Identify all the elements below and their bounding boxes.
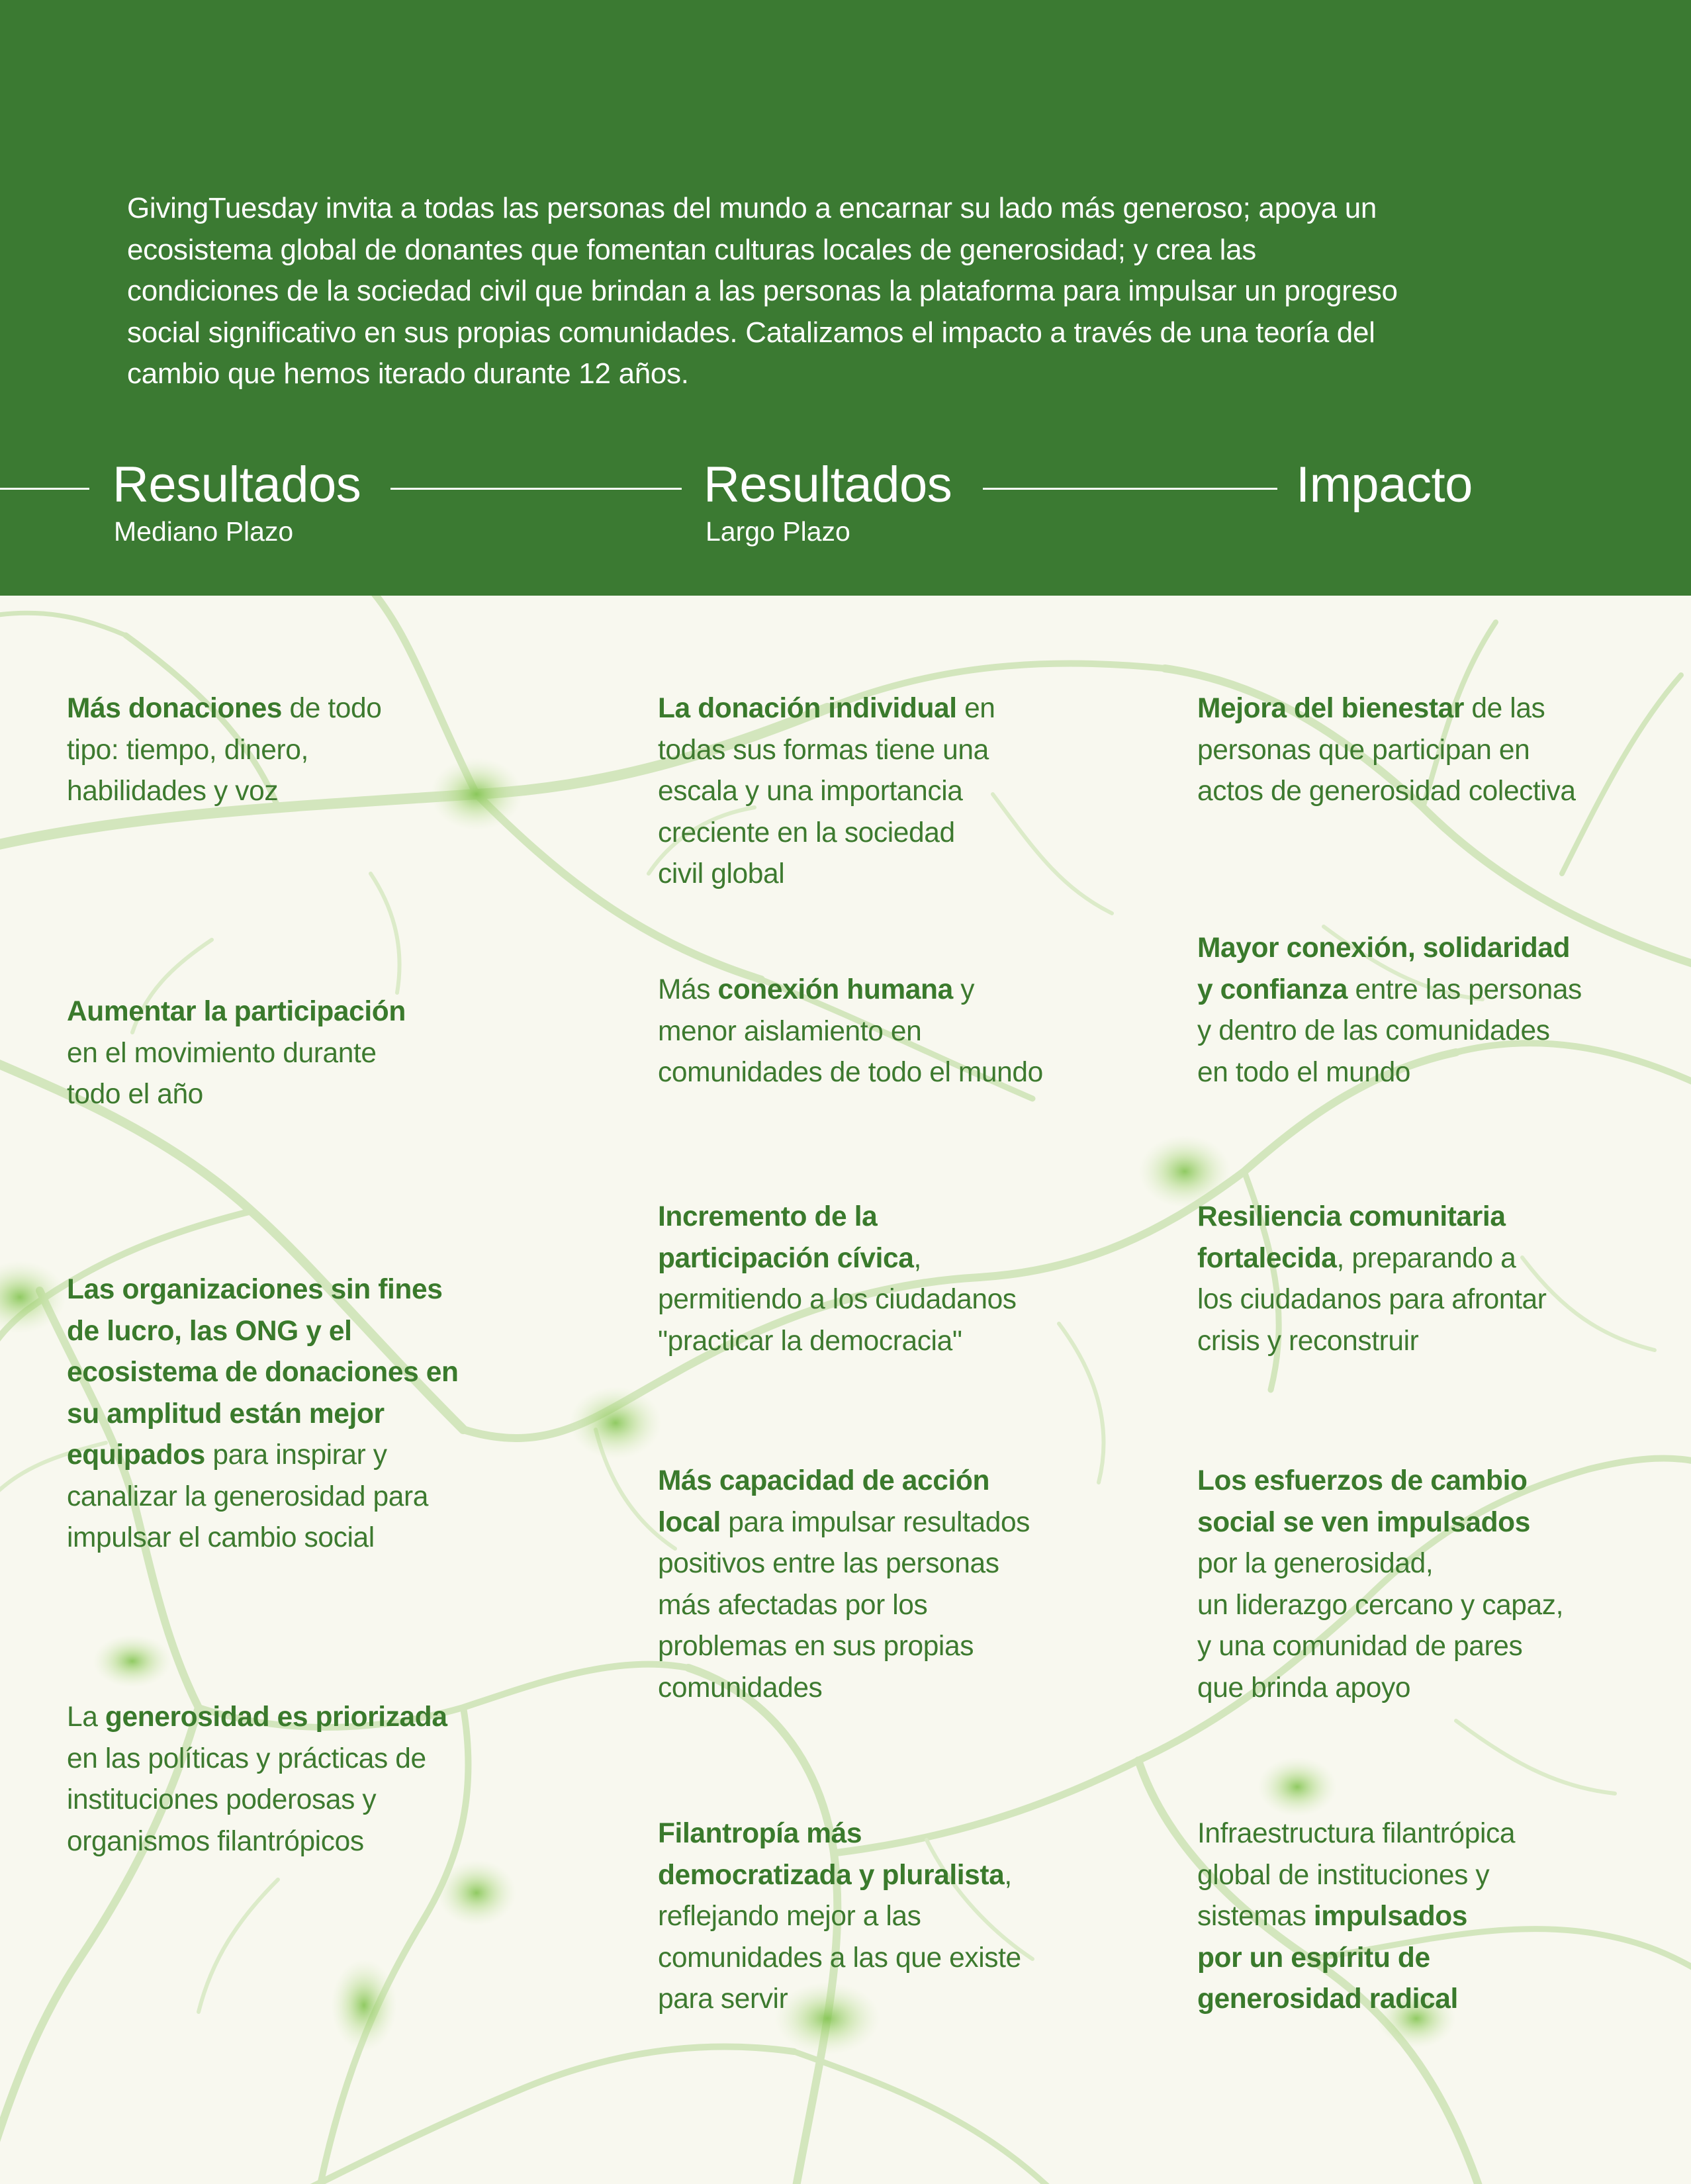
emphasis-text: local: [658, 1506, 721, 1538]
emphasis-text: ecosistema de donaciones en: [67, 1357, 459, 1388]
outcome-line: [658, 1011, 1043, 1053]
body-text: los ciudadanos para afrontar: [1197, 1284, 1547, 1315]
body-text: en las políticas y prácticas de: [67, 1743, 426, 1774]
outcome-line: [67, 1739, 447, 1780]
stage-title-long-term: Resultados: [704, 457, 952, 513]
emphasis-text: Más donaciones: [67, 693, 283, 724]
body-text: comunidades a las que existe: [658, 1942, 1021, 1974]
outcome-line: [658, 688, 995, 730]
header-band: [0, 0, 1691, 596]
outcome-line: [658, 1626, 1030, 1668]
body-text: Infraestructura filantrópica: [1197, 1818, 1516, 1849]
body-text: , preparando a: [1336, 1242, 1516, 1274]
body-text: más afectadas por los: [658, 1589, 928, 1621]
outcome-line: [67, 771, 381, 813]
body-text: canalizar la generosidad para: [67, 1480, 428, 1512]
body-text: menor aislamiento en: [658, 1015, 922, 1047]
impact-outcome: [1197, 1461, 1563, 1709]
intro-line: GivingTuesday invita a todas las personas del mundo a encarnar su lado más generoso; apoya un: [127, 192, 1377, 224]
outcome-line: [658, 1321, 1017, 1363]
body-text: problemas en sus propias: [658, 1631, 974, 1662]
outcome-line: [1197, 1543, 1563, 1585]
body-text: reflejando mejor a las: [658, 1901, 921, 1932]
outcome-line: [1197, 1626, 1563, 1668]
emphasis-text: La donación individual: [658, 693, 957, 724]
outcome-line: [67, 991, 406, 1033]
emphasis-text: Las organizaciones sin fines: [67, 1274, 443, 1305]
outcome-line: [658, 1979, 1021, 2021]
emphasis-text: Incremento de la: [658, 1201, 878, 1232]
medium-term-outcome: [67, 991, 406, 1116]
emphasis-text: democratizada y pluralista: [658, 1859, 1005, 1891]
body-text: para servir: [658, 1983, 788, 2015]
body-text: sistemas: [1197, 1901, 1314, 1932]
intro-line: condiciones de la sociedad civil que brindan a las personas la plataforma para impulsar un progreso: [127, 275, 1398, 307]
outcome-line: [658, 1585, 1030, 1627]
emphasis-text: Mejora del bienestar: [1197, 693, 1464, 724]
outcome-line: [1197, 1979, 1515, 2021]
outcome-line: [67, 1477, 459, 1518]
outcome-line: [67, 1033, 406, 1075]
intro-line: social significativo en sus propias comunidades. Catalizamos el impacto a través de una teoría del: [127, 316, 1375, 349]
body-text: para impulsar resultados: [720, 1506, 1030, 1538]
outcome-line: [1197, 1238, 1546, 1280]
emphasis-text: de lucro, las ONG y el: [67, 1315, 352, 1347]
emphasis-text: participación cívica: [658, 1242, 914, 1274]
outcome-line: [1197, 1279, 1546, 1321]
outcome-line: [658, 1502, 1030, 1544]
impact-outcome: [1197, 928, 1582, 1093]
body-text: comunidades: [658, 1672, 823, 1704]
long-term-outcome: [658, 688, 995, 895]
outcome-line: [658, 1938, 1021, 1979]
outcome-line: [1197, 771, 1576, 813]
emphasis-text: impulsados: [1313, 1901, 1468, 1932]
body-text: que brinda apoyo: [1197, 1672, 1411, 1704]
body-text: instituciones poderosas y: [67, 1784, 377, 1815]
stage-subtitle-medium-term: Mediano Plazo: [114, 516, 294, 547]
emphasis-text: social se ven impulsados: [1197, 1506, 1530, 1538]
impact-outcome: [1197, 688, 1576, 813]
outcome-line: [658, 1461, 1030, 1502]
impact-outcome: [1197, 1197, 1546, 1362]
body-text: tipo: tiempo, dinero,: [67, 734, 308, 766]
body-text: habilidades y voz: [67, 776, 279, 807]
outcome-line: [1197, 970, 1582, 1011]
stage-title-impact: Impacto: [1296, 457, 1473, 513]
body-text: entre las personas: [1348, 974, 1582, 1005]
body-text: La: [67, 1702, 105, 1733]
outcome-line: [1197, 1855, 1515, 1897]
body-text: un liderazgo cercano y capaz,: [1197, 1589, 1564, 1621]
body-text: impulsar el cambio social: [67, 1522, 375, 1553]
body-text: ,: [913, 1242, 921, 1274]
emphasis-text: fortalecida: [1197, 1242, 1337, 1274]
outcome-line: [1197, 1938, 1515, 1979]
outcome-line: [1197, 1197, 1546, 1238]
outcome-line: [1197, 1461, 1563, 1502]
outcome-line: [1197, 1585, 1563, 1627]
outcome-line: [658, 730, 995, 772]
emphasis-text: Mayor conexión, solidaridad: [1197, 933, 1571, 964]
outcome-line: [67, 1821, 447, 1863]
outcome-line: [658, 1668, 1030, 1709]
body-text: ,: [1004, 1859, 1012, 1891]
long-term-outcome: [658, 1197, 1017, 1362]
emphasis-text: su amplitud están mejor: [67, 1398, 385, 1430]
emphasis-text: generosidad es priorizada: [105, 1702, 447, 1733]
body-text: crisis y reconstruir: [1197, 1325, 1419, 1357]
outcome-line: [1197, 1321, 1546, 1363]
outcome-line: [1197, 1668, 1563, 1709]
body-text: para inspirar y: [205, 1439, 387, 1471]
outcome-line: [67, 1311, 459, 1353]
outcome-line: [658, 970, 1043, 1011]
body-text: global de instituciones y: [1197, 1859, 1490, 1891]
emphasis-text: generosidad radical: [1197, 1983, 1458, 2015]
outcome-line: [658, 1279, 1017, 1321]
outcome-line: [67, 730, 381, 772]
outcome-line: [67, 1780, 447, 1821]
outcome-line: [1197, 1896, 1515, 1938]
body-text: de las: [1463, 693, 1545, 724]
emphasis-text: por un espíritu de: [1197, 1942, 1430, 1974]
emphasis-text: equipados: [67, 1439, 205, 1471]
outcome-line: [658, 1855, 1021, 1897]
medium-term-outcome: [67, 688, 381, 813]
outcome-line: [658, 1238, 1017, 1280]
body-text: positivos entre las personas: [658, 1548, 999, 1579]
body-text: "practicar la democracia": [658, 1325, 962, 1357]
outcome-line: [658, 1896, 1021, 1938]
emphasis-text: y confianza: [1197, 974, 1348, 1005]
emphasis-text: Más capacidad de acción: [658, 1465, 990, 1496]
outcome-line: [658, 771, 995, 813]
body-text: por la generosidad,: [1197, 1548, 1434, 1579]
timeline-connector: [983, 488, 1277, 490]
body-text: escala y una importancia: [658, 776, 963, 807]
body-text: creciente en la sociedad: [658, 817, 955, 848]
body-text: personas que participan en: [1197, 734, 1530, 766]
outcome-line: [67, 1394, 459, 1435]
medium-term-outcome: [67, 1269, 459, 1559]
stage-title-medium-term: Resultados: [113, 457, 361, 513]
outcome-line: [658, 1543, 1030, 1585]
emphasis-text: Los esfuerzos de cambio: [1197, 1465, 1528, 1496]
outcome-line: [658, 813, 995, 854]
emphasis-text: conexión humana: [717, 974, 953, 1005]
body-text: permitiendo a los ciudadanos: [658, 1284, 1017, 1315]
emphasis-text: Filantropía más: [658, 1818, 862, 1849]
emphasis-text: Aumentar la participación: [67, 996, 406, 1027]
body-text: Más: [658, 974, 718, 1005]
long-term-outcome: [658, 1813, 1021, 2021]
body-text: en todo el mundo: [1197, 1056, 1411, 1088]
outcome-line: [67, 1352, 459, 1394]
intro-line: cambio que hemos iterado durante 12 años.: [127, 357, 689, 390]
outcome-line: [1197, 730, 1576, 772]
body-text: en: [956, 693, 995, 724]
stage-subtitle-long-term: Largo Plazo: [706, 516, 850, 547]
long-term-outcome: [658, 1461, 1030, 1709]
intro-paragraph: [127, 188, 1550, 395]
body-text: en el movimiento durante: [67, 1037, 377, 1069]
outcome-line: [1197, 1813, 1515, 1855]
outcome-line: [67, 1518, 459, 1559]
body-text: civil global: [658, 858, 785, 889]
outcome-line: [67, 1269, 459, 1311]
emphasis-text: Resiliencia comunitaria: [1197, 1201, 1506, 1232]
body-text: todas sus formas tiene una: [658, 734, 989, 766]
timeline-connector: [390, 488, 682, 490]
outcome-line: [658, 1813, 1021, 1855]
body-text: todo el año: [67, 1079, 203, 1110]
body-text: y una comunidad de pares: [1197, 1631, 1523, 1662]
outcome-line: [658, 1052, 1043, 1094]
long-term-outcome: [658, 970, 1043, 1094]
intro-line: ecosistema global de donantes que fomentan culturas locales de generosidad; y crea las: [127, 233, 1256, 266]
body-text: y dentro de las comunidades: [1197, 1015, 1550, 1046]
outcome-line: [67, 1074, 406, 1116]
outcome-line: [67, 1697, 447, 1739]
body-text: organismos filantrópicos: [67, 1825, 364, 1857]
impact-outcome: [1197, 1813, 1515, 2021]
outcome-line: [1197, 688, 1576, 730]
timeline-connector: [0, 488, 89, 490]
outcome-line: [658, 1197, 1017, 1238]
body-text: actos de generosidad colectiva: [1197, 776, 1576, 807]
body-text: comunidades de todo el mundo: [658, 1057, 1043, 1088]
body-text: de todo: [282, 693, 382, 724]
medium-term-outcome: [67, 1697, 447, 1862]
outcome-line: [1197, 1011, 1582, 1052]
outcome-line: [1197, 1502, 1563, 1544]
body-text: y: [952, 974, 975, 1005]
outcome-line: [1197, 1052, 1582, 1094]
outcome-line: [658, 854, 995, 895]
outcome-line: [1197, 928, 1582, 970]
outcome-line: [67, 688, 381, 730]
outcome-line: [67, 1435, 459, 1477]
